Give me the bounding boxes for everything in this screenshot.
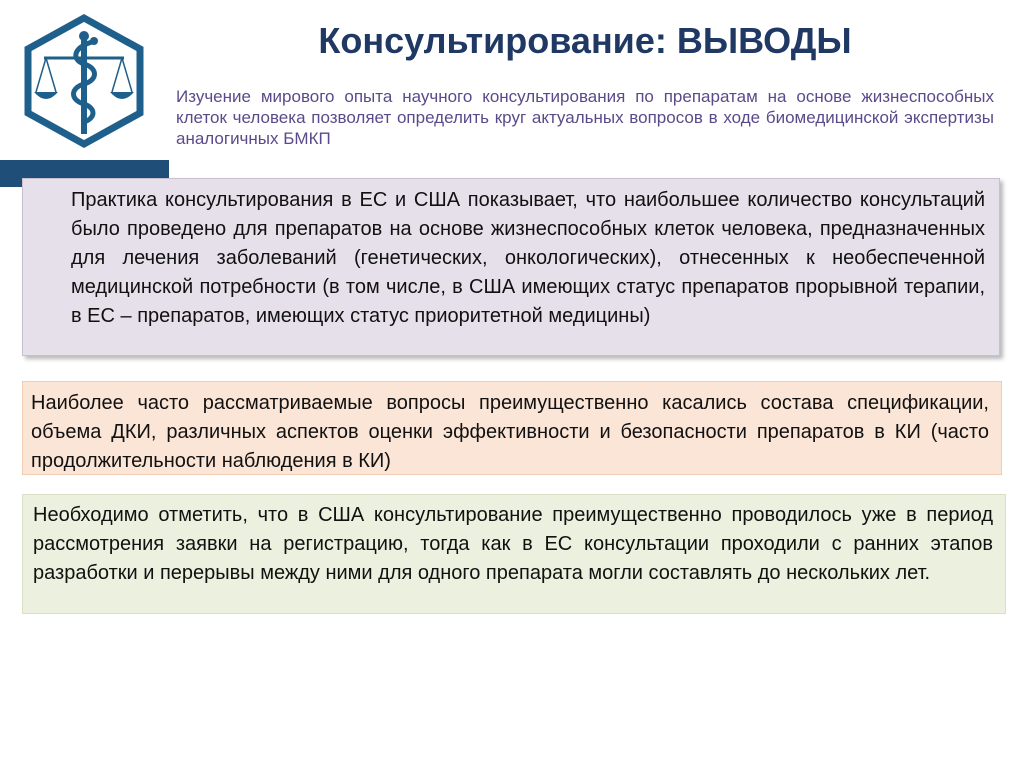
block-practice-text: Практика консультирования в ЕС и США показывает, что наибольшее количество консультаций было проведено для препаратов на основе жизнеспособных клеток человека, предназначенных для лечения заболеваний (генетических, онкологических), отнесенных к необеспеченной медицинской потребности (в том числе, в США имеющих статус препаратов прорывной терапии, в ЕС – препаратов, имеющих статус приоритетной медицины) [71, 189, 985, 327]
page-subtitle: Изучение мирового опыта научного консультирования по препаратам на основе жизнеспособных клеток человека позволяет определить круг актуальных вопросов в ходе биомедицинской экспертизы аналогичных БМКП [176, 87, 994, 148]
block-practice [22, 178, 1000, 356]
block-note [22, 494, 1006, 614]
page-title: Консультирование: ВЫВОДЫ [318, 20, 852, 61]
logo [22, 14, 146, 148]
block-frequent-questions [22, 381, 1002, 475]
caduceus-scales-hexagon-icon [22, 14, 146, 148]
block-note-text: Необходимо отметить, что в США консультирование преимущественно проводилось уже в период рассмотрения заявки на регистрацию, тогда как в ЕС консультации проходили с ранних этапов разработки и перерывы между ними для одного препарата могли составлять до нескольких лет. [33, 504, 993, 584]
block-frequent-text: Наиболее часто рассматриваемые вопросы преимущественно касались состава спецификации, объема ДКИ, различных аспектов оценки эффективности и безопасности препаратов в КИ (часто продолжительности наблюдения в КИ) [31, 392, 989, 472]
